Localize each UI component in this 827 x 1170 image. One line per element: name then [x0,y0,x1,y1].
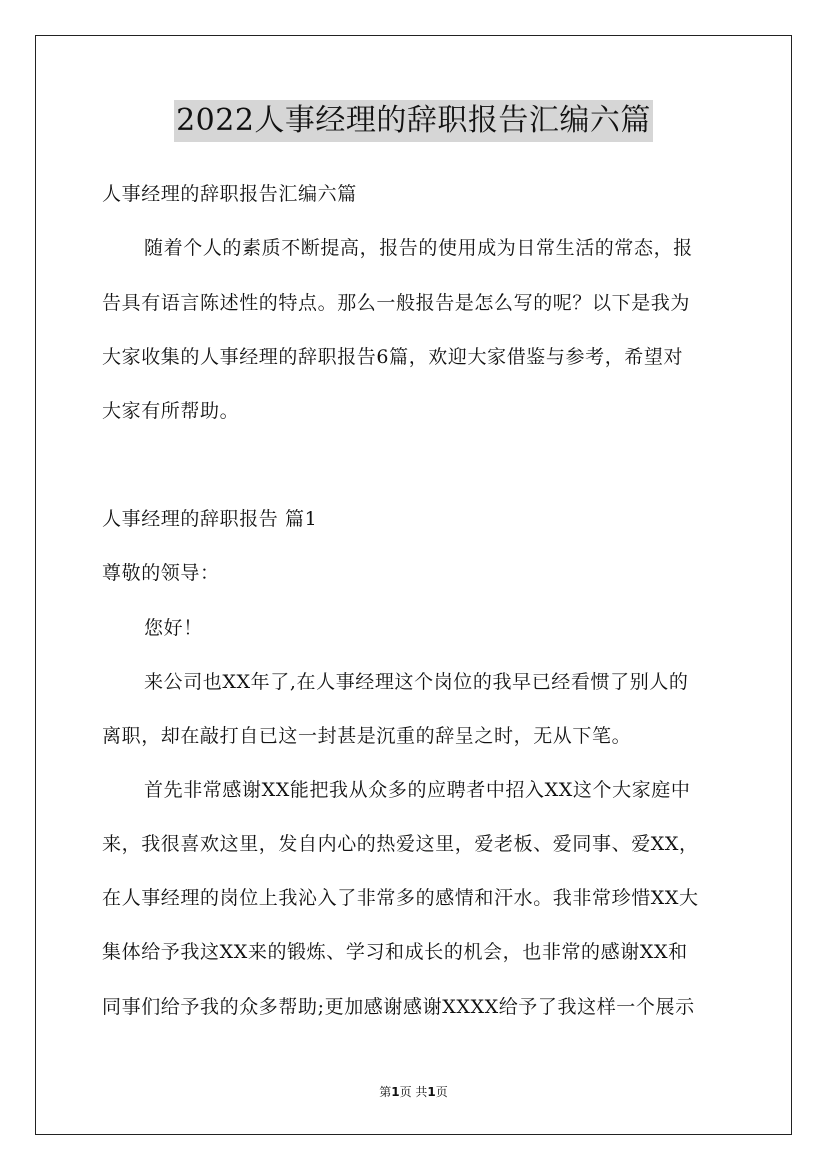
intro-line: 大家收集的人事经理的辞职报告6篇，欢迎大家借鉴与参考，希望对 [102,346,684,368]
paragraph-line: 首先非常感谢XX能把我从众多的应聘者中招入XX这个大家庭中 [144,779,691,801]
paragraph-line: 同事们给予我的众多帮助;更加感谢感谢XXXX给予了我这样一个展示 [102,996,695,1018]
footer-page-mid: 页 共 [399,1085,428,1099]
salutation: 尊敬的领导： [102,562,220,584]
footer-page-suffix: 页 [435,1085,448,1099]
intro-line: 随着个人的素质不断提高，报告的使用成为日常生活的常态，报 [144,237,693,259]
paragraph-line: 来公司也XX年了,在人事经理这个岗位的我早已经看惯了别人的 [144,671,689,693]
section-heading: 人事经理的辞职报告 篇1 [102,508,318,530]
page-footer [0,1084,827,1100]
paragraph-line: 在人事经理的岗位上我沁入了非常多的感情和汗水。我非常珍惜XX大 [102,887,699,909]
paragraph-line: 来，我很喜欢这里，发自内心的热爱这里，爱老板、爱同事、爱XX， [102,833,699,855]
document-title: 2022人事经理的辞职报告汇编六篇 [174,100,653,142]
paragraph-line: 集体给予我这XX来的锻炼、学习和成长的机会，也非常的感谢XX和 [102,941,688,963]
footer-total-pages: 1 [427,1085,436,1099]
intro-line: 告具有语言陈述性的特点。那么一般报告是怎么写的呢？以下是我为 [102,292,691,314]
footer-current-page: 1 [391,1085,400,1099]
footer-page-prefix: 第 [379,1085,392,1099]
document-subtitle: 人事经理的辞职报告汇编六篇 [102,183,357,205]
title-wrap [0,100,827,142]
greeting: 您好！ [144,617,203,639]
intro-line: 大家有所帮助。 [102,400,240,422]
paragraph-line: 离职，却在敲打自已这一封甚是沉重的辞呈之时，无从下笔。 [102,725,632,747]
